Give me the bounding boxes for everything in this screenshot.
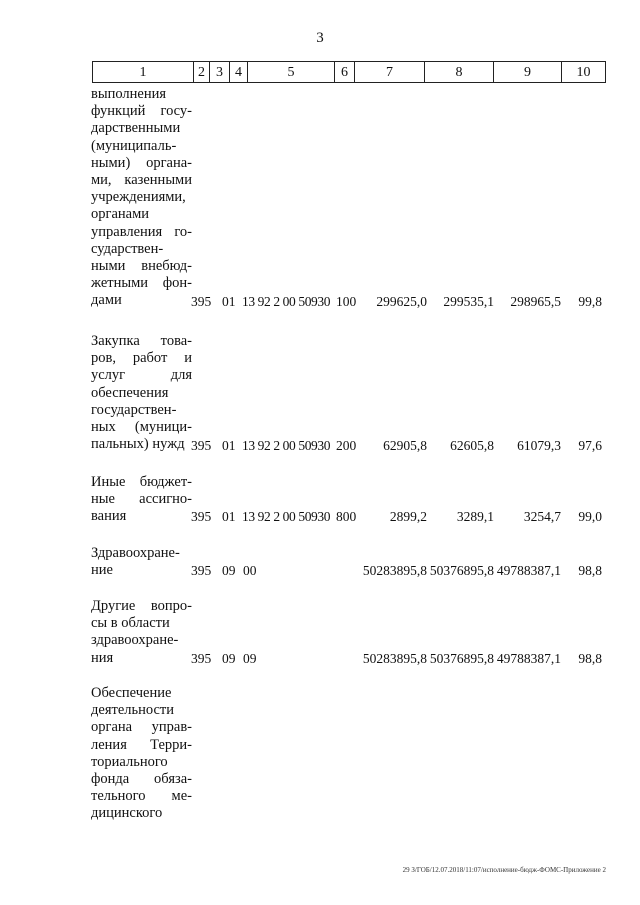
row-value-7: 62905,8 [383,438,427,453]
row-code: 395 [191,438,212,453]
row-expense-type: 800 [336,509,357,524]
row-description: Закупка това- ров, работ и услуг для обеспечения государствен- ных (муници- пальных) нужд [91,333,192,453]
row-value-7: 50283895,8 [362,651,427,666]
row-code: 395 [191,563,212,578]
row-value-7: 299625,0 [376,294,427,309]
row-target-article: 13 92 2 00 50930 [242,438,331,453]
row-value-9: 3254,7 [523,509,561,524]
row-value-8: 299535,1 [443,294,494,309]
row-value-10: 97,6 [578,438,602,453]
row-value-8: 3289,1 [456,509,494,524]
row-value-8: 50376895,8 [429,563,494,578]
header-col-8: 8 [425,62,494,82]
row-section: 01 [222,294,236,309]
row-value-10: 98,8 [578,563,602,578]
row-value-9: 298965,5 [510,294,561,309]
header-col-2: 2 [194,62,210,82]
row-value-8: 62605,8 [450,438,494,453]
row-target-article: 13 92 2 00 50930 [242,294,331,309]
row-value-8: 50376895,8 [429,651,494,666]
row-description: Иные бюджет- ные ассигно- вания [91,474,192,525]
row-description: Здравоохране- ние [91,545,180,579]
row-description: Другие вопро- сы в области здравоохране- ния [91,598,192,666]
row-target-article: 13 92 2 00 50930 [242,509,331,524]
row-value-10: 99,0 [578,509,602,524]
row-value-10: 99,8 [578,294,602,309]
header-col-7: 7 [355,62,425,82]
row-expense-type: 200 [336,438,357,453]
row-target-article: 09 [243,651,257,666]
header-col-10: 10 [576,65,591,80]
header-col-3: 3 [210,62,230,82]
page-number: 3 [316,30,324,46]
row-value-7: 50283895,8 [362,563,427,578]
row-expense-type: 100 [336,294,357,309]
row-code: 395 [191,294,212,309]
row-value-7: 2899,2 [389,509,427,524]
row-section: 09 [222,651,236,666]
header-col-1: 1 [93,62,194,82]
row-description: Обеспечение деятельности органа управ- ления Терри- ториального фонда обяза- тельного ме- дицинского [91,685,192,822]
document-footer: 29 З/ГОБ/12.07.2018/11:07/исполнение-бюдж-ФОМС-Приложение 2 [402,866,606,874]
row-description: выполнения функций госу- дарственными (муниципаль- ными) органа- ми, казенными учреждениями, органами управления го- сударствен- ными внебюд- жетными фон- дами [91,86,192,309]
row-section: 01 [222,438,236,453]
table-header [92,61,606,83]
header-col-6: 6 [335,62,355,82]
row-value-9: 49788387,1 [496,651,561,666]
row-code: 395 [191,509,212,524]
row-section: 09 [222,563,236,578]
header-col-9: 9 [494,62,562,82]
row-code: 395 [191,651,212,666]
row-value-9: 49788387,1 [496,563,561,578]
row-target-article: 00 [243,563,257,578]
row-section: 01 [222,509,236,524]
header-col-5: 5 [248,62,335,82]
row-value-9: 61079,3 [517,438,561,453]
header-col-4: 4 [230,62,248,82]
row-value-10: 98,8 [578,651,602,666]
